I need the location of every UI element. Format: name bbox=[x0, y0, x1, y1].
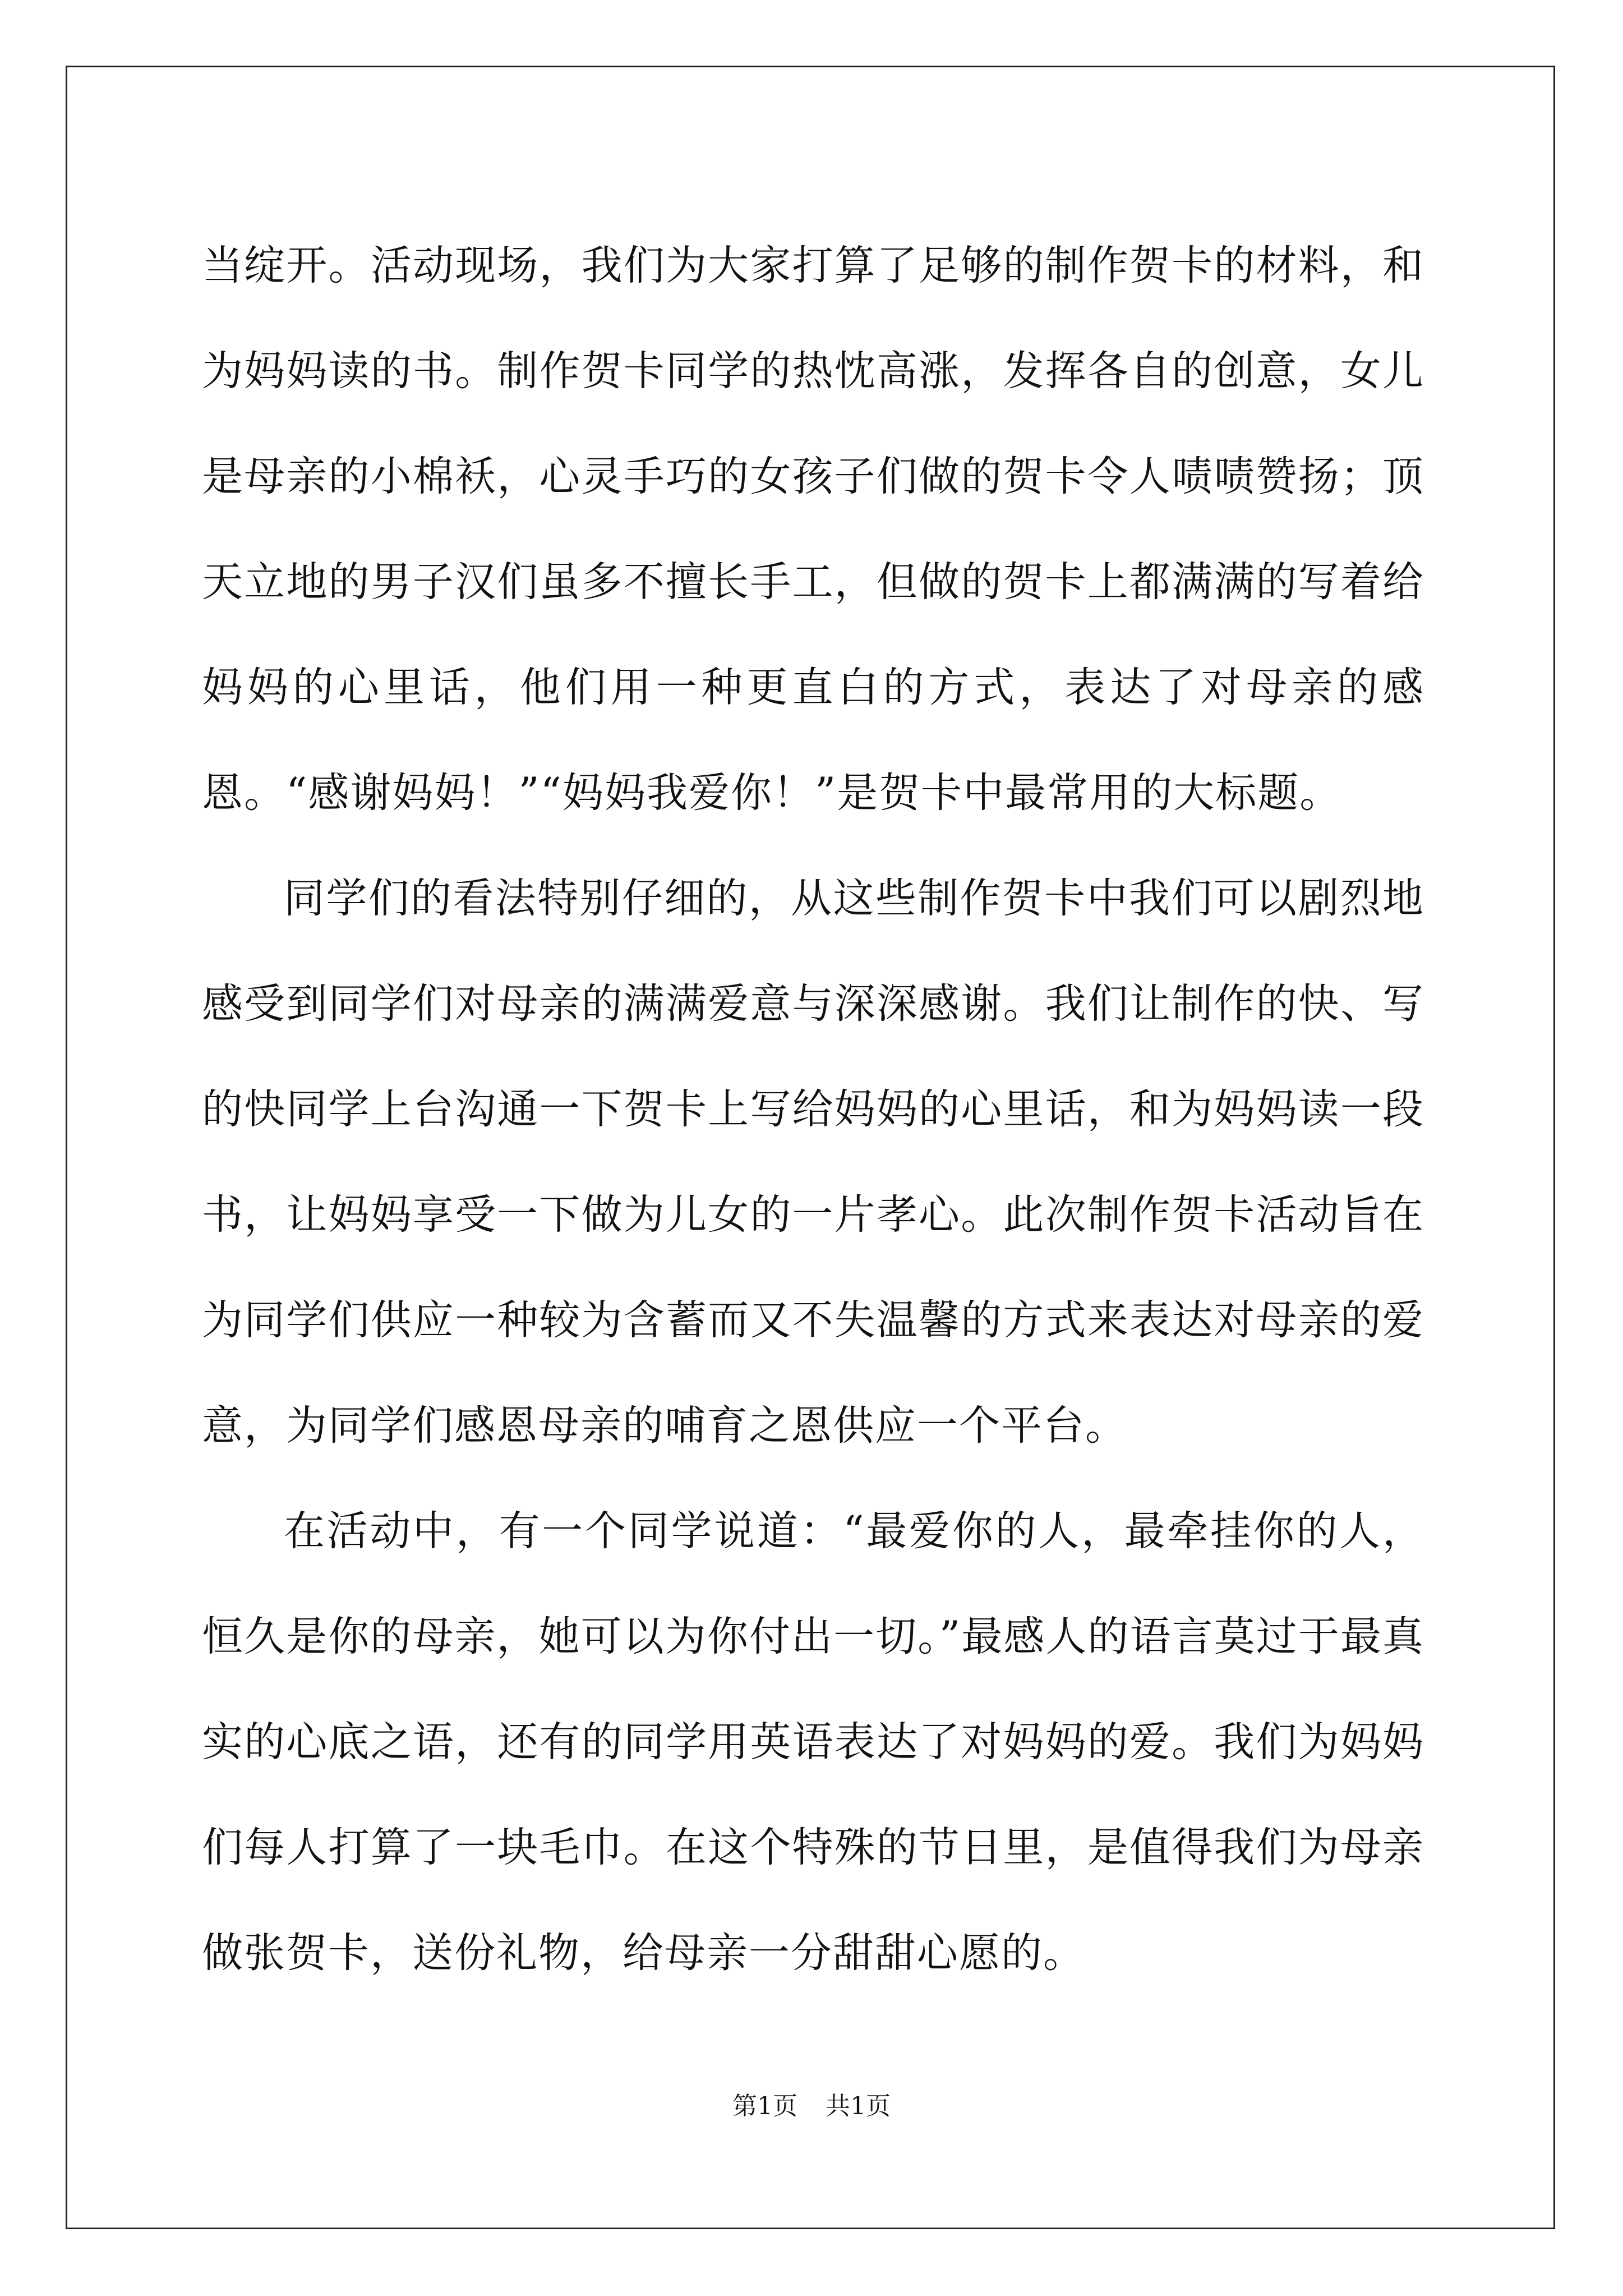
page-number-current: 第1页 bbox=[732, 2092, 797, 2120]
page-footer bbox=[0, 2086, 1623, 2122]
document-body bbox=[202, 213, 1424, 2006]
paragraph-3: 在活动中，有一个同学说道：“最爱你的人，最牵挂你的人，恒久是你的母亲，她可以为你付出一切。”最感人的语言莫过于最真实的心底之语，还有的同学用英语表达了对妈妈的爱。我们为妈妈们每人打算了一块毛巾。在这个特殊的节日里，是值得我们为母亲做张贺卡，送份礼物，给母亲一分甜甜心愿的。 bbox=[202, 1507, 1424, 1977]
paragraph-1: 当绽开。活动现场，我们为大家打算了足够的制作贺卡的材料，和为妈妈读的书。制作贺卡同学的热忱高涨，发挥各自的创意，女儿是母亲的小棉袄，心灵手巧的女孩子们做的贺卡令人啧啧赞扬；顶天立地的男子汉们虽多不擅长手工，但做的贺卡上都满满的写着给妈妈的心里话，他们用一种更直白的方式，表达了对母亲的感恩。“感谢妈妈！”“妈妈我爱你！”是贺卡中最常用的大标题。 bbox=[202, 242, 1424, 817]
paragraph-2: 同学们的看法特别仔细的，从这些制作贺卡中我们可以剧烈地感受到同学们对母亲的满满爱意与深深感谢。我们让制作的快、写的快同学上台沟通一下贺卡上写给妈妈的心里话，和为妈妈读一段书，让妈妈享受一下做为儿女的一片孝心。此次制作贺卡活动旨在为同学们供应一种较为含蓄而又不失温馨的方式来表达对母亲的爱意，为同学们感恩母亲的哺育之恩供应一个平台。 bbox=[202, 875, 1424, 1450]
page-number-total: 共1页 bbox=[826, 2092, 891, 2120]
